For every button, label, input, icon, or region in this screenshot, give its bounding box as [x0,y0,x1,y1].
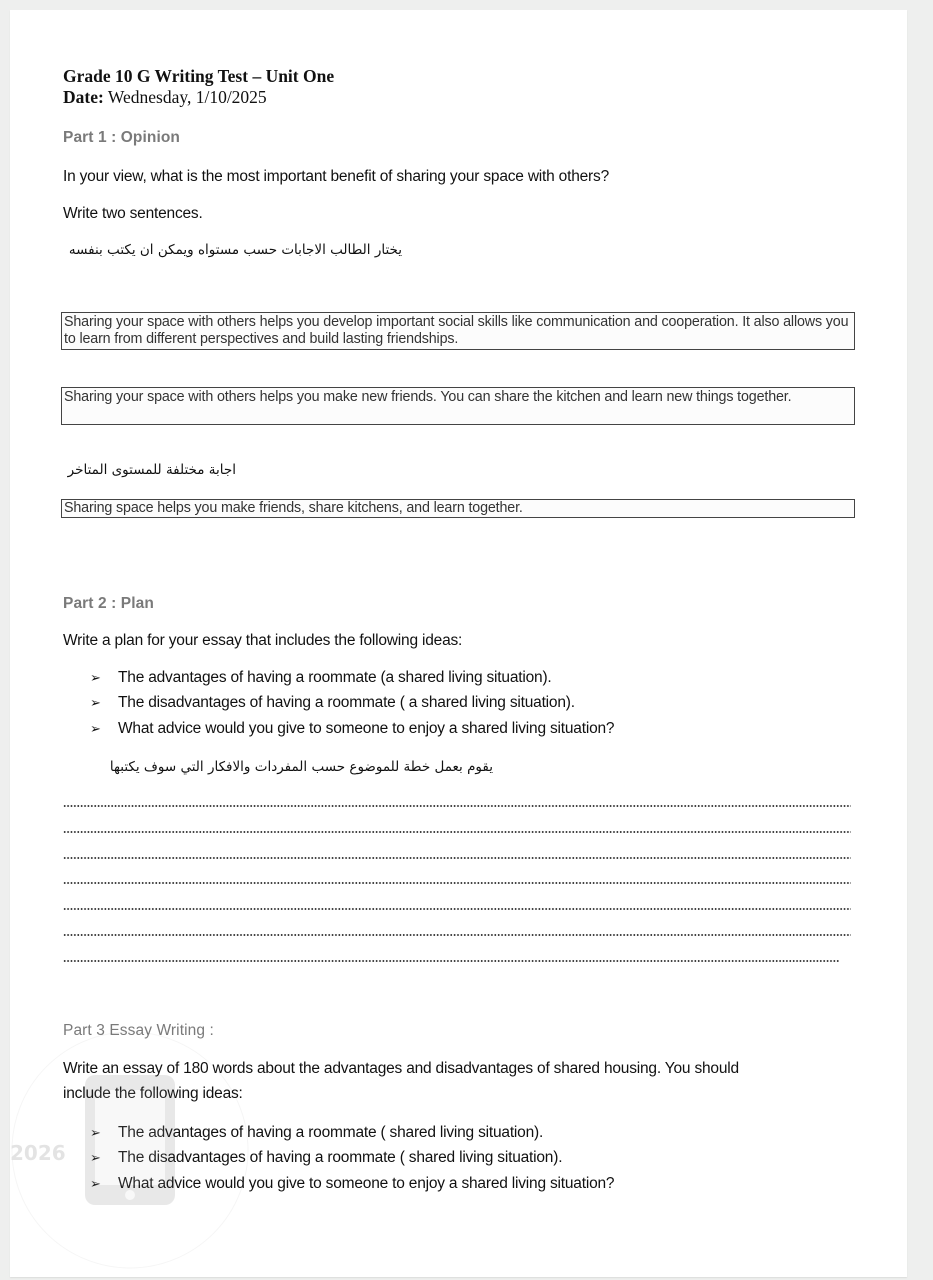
part1-instruction: Write two sentences. [63,205,203,222]
low-level-answer-box: Sharing space helps you make friends, share kitchens, and learn together. [61,499,855,518]
arrow-bullet-icon: ➢ [90,695,101,711]
part2-heading: Part 2 : Plan [63,595,154,612]
list-item: ➢ What advice would you give to someone to enjoy a shared living situation? [90,1174,615,1192]
list-item: ➢ What advice would you give to someone to enjoy a shared living situation? [90,719,615,737]
list-item: ➢ The advantages of having a roommate (a shared living situation). [90,668,552,686]
writing-line[interactable] [63,831,851,833]
writing-line[interactable] [63,805,851,807]
model-answer-box-2: Sharing your space with others helps you make new friends. You can share the kitchen and learn new things together. [61,387,855,425]
writing-line[interactable] [63,908,851,910]
document-page [10,10,907,1277]
date-value: Wednesday, 1/10/2025 [103,87,267,107]
part2-bullet-list [90,665,614,742]
part1-question: In your view, what is the most important benefit of sharing your space with others? [63,168,609,185]
test-title: Grade 10 G Writing Test – Unit One [63,66,335,86]
writing-line[interactable] [63,960,839,962]
arrow-bullet-icon: ➢ [90,669,101,685]
arrow-bullet-icon: ➢ [90,1175,101,1191]
svg-text:2026: 2026 [10,1141,66,1165]
date-label: Date: [63,87,104,107]
writing-line[interactable] [63,934,851,936]
part2-arabic-note: يقوم بعمل خطة للموضوع حسب المفردات والافكار التي سوف يكتبها [109,759,493,775]
part3-instruction-line1: Write an essay of 180 words about the advantages and disadvantages of shared housing. You should [63,1060,739,1077]
part2-instruction: Write a plan for your essay that includes the following ideas: [63,632,463,649]
part3-bullet-list [90,1120,614,1197]
writing-line[interactable] [63,857,851,859]
arrow-bullet-icon: ➢ [90,1150,101,1166]
part3-heading: Part 3 Essay Writing : [63,1022,214,1039]
arrow-bullet-icon: ➢ [90,1124,101,1140]
part1-arabic-low-level-note: اجابة مختلفة للمستوى المتاخر [67,462,236,478]
part1-heading: Part 1 : Opinion [63,129,180,146]
arrow-bullet-icon: ➢ [90,720,101,736]
part1-arabic-note: يختار الطالب الاجابات حسب مستواه ويمكن ان يكتب بنفسه [68,242,402,258]
model-answer-box-1: Sharing your space with others helps you develop important social skills like communication and cooperation. It also allows you to learn from different perspectives and build lasting friendships. [61,312,855,350]
writing-line[interactable] [63,882,851,884]
list-item: ➢ The disadvantages of having a roommate ( a shared living situation). [90,694,575,712]
part3-instruction-line2: include the following ideas: [63,1085,243,1102]
list-item: ➢ The advantages of having a roommate ( shared living situation). [90,1123,544,1141]
test-date [63,87,267,108]
list-item: ➢ The disadvantages of having a roommate ( shared living situation). [90,1149,563,1167]
